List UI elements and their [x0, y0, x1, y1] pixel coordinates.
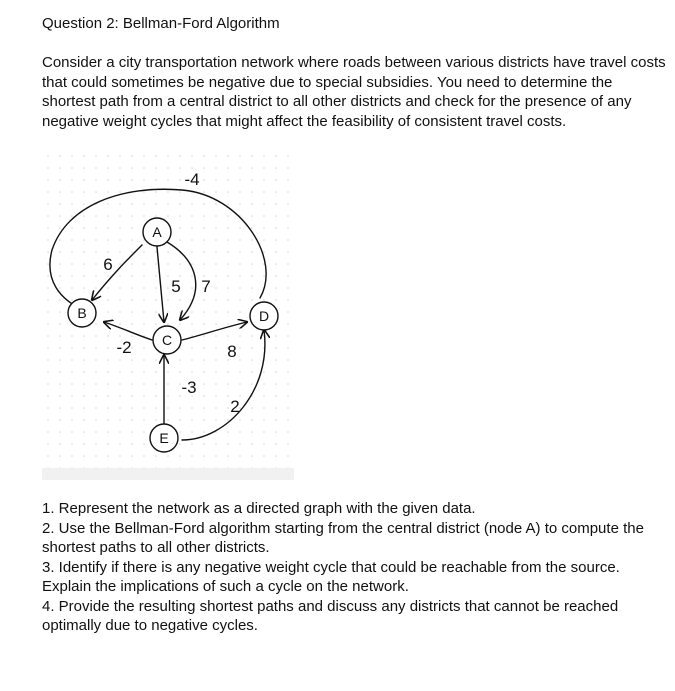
- figure-bottom-strip: [42, 468, 294, 480]
- task-item: 4. Provide the resulting shortest paths and discuss any districts that cannot be reached optimally due to negative cycles.: [42, 597, 619, 634]
- question-intro: Consider a city transportation network where roads between various districts have travel costs that could sometimes be negative due to special subsidies. You need to determine the shortest path from a central district to all other districts and check for the presence of any negative weight cycles that might affect the feasibility of consistent travel costs.: [42, 54, 666, 130]
- task-item: 2. Use the Bellman-Ford algorithm starting from the central district (node A) to compute the shortest paths to all other districts.: [42, 519, 644, 556]
- node-label-B: B: [77, 305, 87, 321]
- node-label-D: D: [258, 308, 270, 324]
- question-title: Question 2: Bellman-Ford Algorithm: [42, 15, 280, 32]
- weight-label-A-D: 7: [201, 277, 211, 296]
- weight-label-C-D: 8: [227, 342, 237, 361]
- task-list: [42, 499, 672, 636]
- node-label-A: A: [152, 224, 162, 240]
- node-label-C: C: [161, 332, 173, 348]
- task-item: 3. Identify if there is any negative weight cycle that could be reachable from the source. Explain the implications of such a cycle on the network.: [42, 558, 620, 595]
- task-item: 1. Represent the network as a directed graph with the given data.: [42, 500, 476, 517]
- weight-label-D-B: -4: [184, 170, 200, 189]
- weight-label-A-B: 6: [103, 255, 113, 274]
- weight-label-A-C: 5: [171, 277, 181, 296]
- graph-figure: [42, 150, 294, 480]
- weight-label-C-B: -2: [116, 338, 132, 357]
- weight-label-E-D: 2: [230, 397, 240, 416]
- weight-label-E-C: -3: [181, 378, 197, 397]
- node-label-E: E: [159, 430, 169, 446]
- graph-drawing: [42, 150, 294, 480]
